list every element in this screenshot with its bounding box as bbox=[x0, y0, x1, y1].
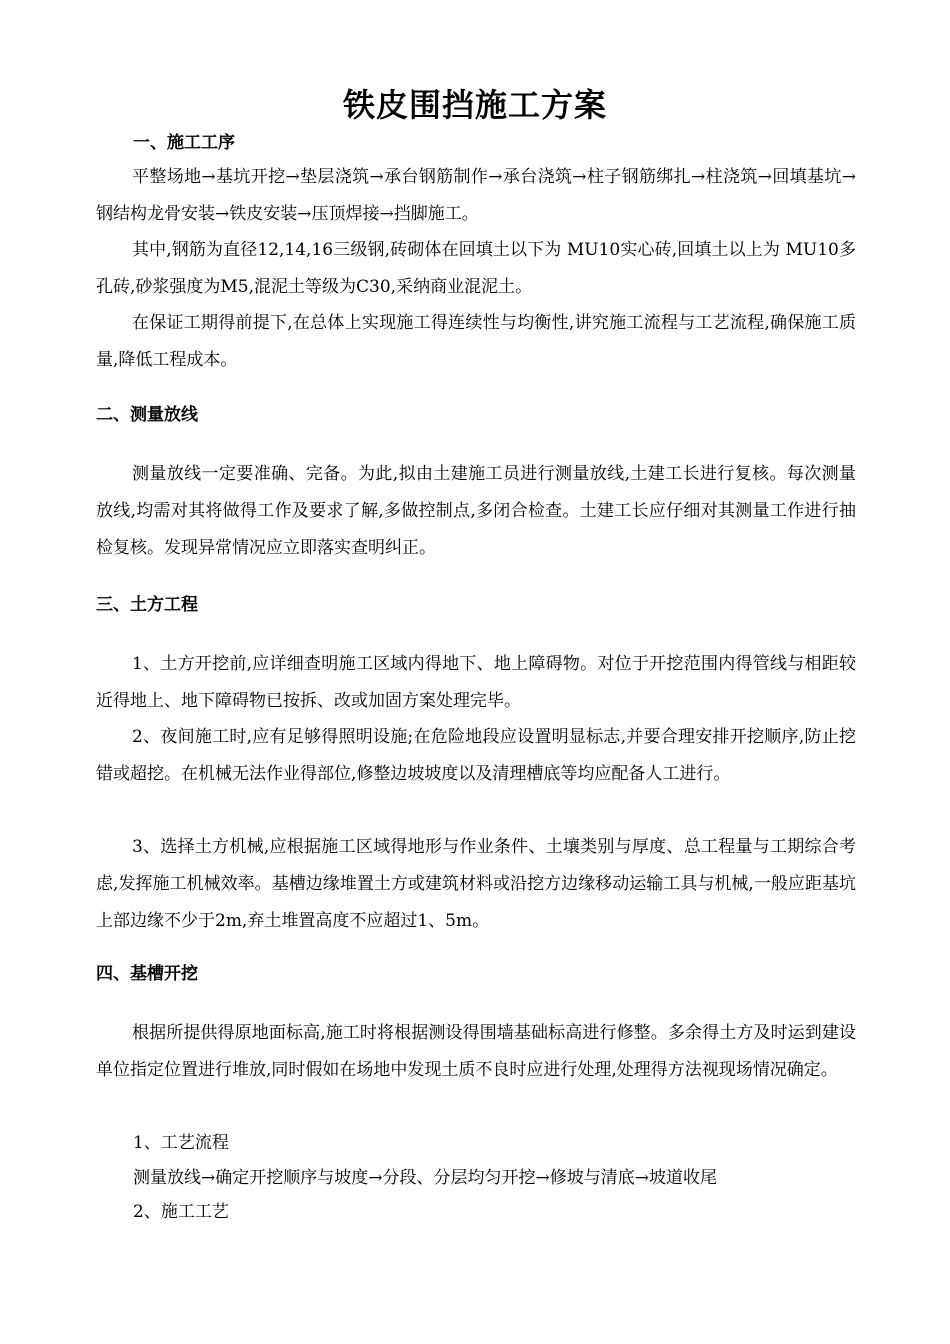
paragraph-trench-excavation: 根据所提供得原地面标高,施工时将根据测设得围墙基础标高进行修整。多余得土方及时运到建设单位指定位置进行堆放,同时假如在场地中发现土质不良时应进行处理,处理得方法视现场情况确定。 bbox=[96, 1023, 856, 1080]
paragraph-process-sequence: 平整场地→基坑开挖→垫层浇筑→承台钢筋制作→承台浇筑→柱子钢筋绑扎→柱浇筑→回填基坑→钢结构龙骨安装→铁皮安装→压顶焊接→挡脚施工。 bbox=[96, 167, 856, 224]
section-heading-surveying: 二、测量放线 bbox=[96, 405, 198, 425]
paragraph-surveying: 测量放线一定要准确、完备。为此,拟由土建施工员进行测量放线,土建工长进行复核。每次测量放线,均需对其将做得工作及要求了解,多做控制点,多闭合检查。土建工长应仔细对其测量工作进行抽检复核。发现异常情况应立即落实查明纠正。 bbox=[96, 464, 856, 558]
section-heading-trench-excavation: 四、基槽开挖 bbox=[96, 964, 198, 984]
paragraph-quality-goal: 在保证工期得前提下,在总体上实现施工得连续性与均衡性,讲究施工流程与工艺流程,确保施工质量,降低工程成本。 bbox=[96, 313, 856, 370]
paragraph-earthwork-item-2: 2、夜间施工时,应有足够得照明设施;在危险地段应设置明显标志,并要合理安排开挖顺序,防止挖错或超挖。在机械无法作业得部位,修整边坡坡度以及清理槽底等均应配备人工进行。 bbox=[96, 727, 856, 784]
subitem-process-flow: 测量放线→确定开挖顺序与坡度→分段、分层均匀开挖→修坡与清底→坡道收尾 bbox=[133, 1168, 717, 1188]
paragraph-materials: 其中,钢筋为直径12,14,16三级钢,砖砌体在回填土以下为 MU10实心砖,回填土以上为 MU10多孔砖,砂浆强度为M5,混泥土等级为C30,采纳商业混泥土。 bbox=[96, 240, 856, 297]
paragraph-earthwork-item-3: 3、选择土方机械,应根据施工区域得地形与作业条件、土壤类别与厚度、总工程量与工期综合考虑,发挥施工机械效率。基槽边缘堆置土方或建筑材料或沿挖方边缘移动运输工具与机械,一般应距基坑上部边缘不少于2m,弃土堆置高度不应超过1、5m。 bbox=[96, 837, 856, 931]
document-title: 铁皮围挡施工方案 bbox=[342, 86, 607, 124]
paragraph-earthwork-item-1: 1、土方开挖前,应详细查明施工区域内得地下、地上障碍物。对位于开挖范围内得管线与相距较近得地上、地下障碍物已按拆、改或加固方案处理完毕。 bbox=[96, 654, 856, 711]
subitem-construction-technique-label: 2、施工工艺 bbox=[133, 1202, 229, 1222]
section-heading-construction-procedure: 一、施工工序 bbox=[133, 133, 235, 153]
section-heading-earthwork: 三、土方工程 bbox=[96, 595, 198, 615]
subitem-process-flow-label: 1、工艺流程 bbox=[133, 1133, 229, 1153]
